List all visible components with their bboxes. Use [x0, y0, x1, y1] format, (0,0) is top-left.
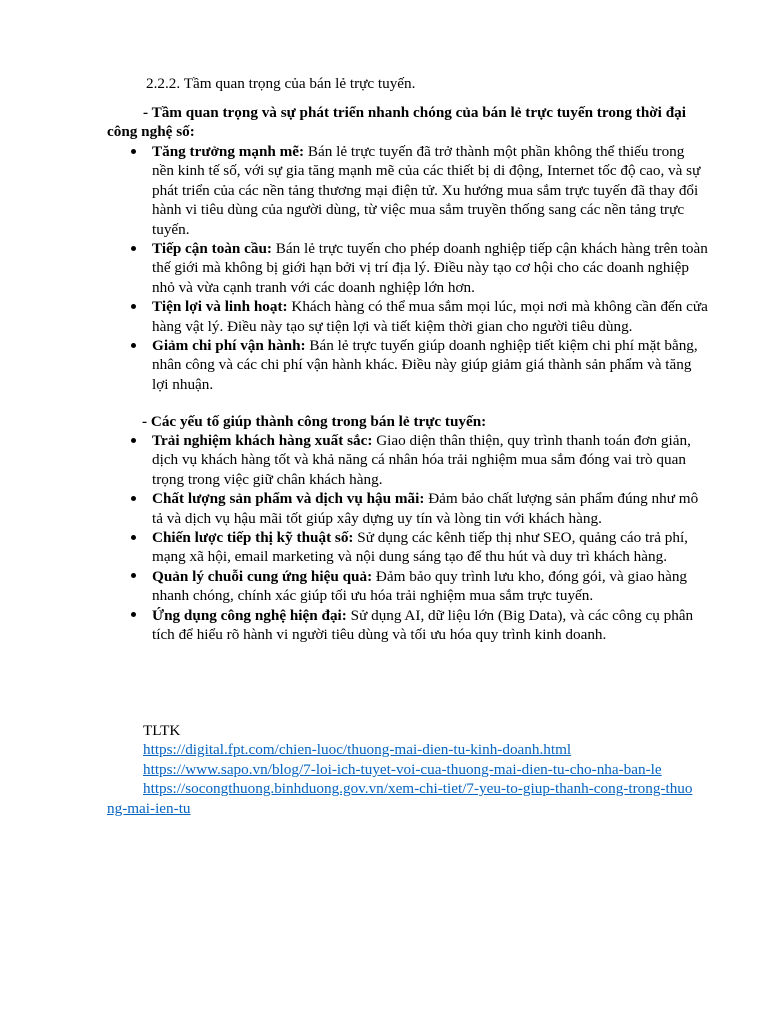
bullet-icon [128, 567, 138, 586]
bullet-icon [128, 297, 138, 316]
list-item [152, 297, 708, 336]
section-heading: 2.2.2. Tầm quan trọng của bán lẻ trực tuyến. [146, 75, 416, 92]
list-item [152, 567, 708, 606]
references-label: TLTK [143, 722, 181, 739]
item-term: Tăng trưởng mạnh mẽ: [152, 143, 305, 160]
list-item [152, 431, 708, 489]
reference-link-sapo[interactable]: https://www.sapo.vn/blog/7-loi-ich-tuyet-voi-cua-thuong-mai-dien-tu-cho-nha-ban-le [143, 760, 662, 778]
bullet-icon [128, 489, 138, 508]
item-term: Chiến lược tiếp thị kỹ thuật số: [152, 529, 354, 547]
item-term: Chất lượng sản phẩm và dịch vụ hậu mãi: [152, 490, 425, 508]
item-text: Đảm bảo chất lượng sản phẩm đúng như mô tả và dịch vụ hậu mãi tốt giúp xây dựng uy tín và lòng tin với khách hàng. [152, 490, 699, 527]
item-term: Ứng dụng công nghệ hiện đại: [152, 606, 347, 624]
reference-link-fpt[interactable]: https://digital.fpt.com/chien-luoc/thuong-mai-dien-tu-kinh-doanh.html [143, 741, 572, 759]
importance-subheading: - Tầm quan trọng và sự phát triển nhanh chóng của bán lẻ trực tuyến trong thời đại công nghệ số: [107, 104, 686, 141]
bullet-icon [128, 528, 138, 547]
references-block [107, 721, 697, 818]
list-item [152, 336, 708, 394]
bullet-icon [128, 431, 138, 450]
success-factors-subheading: - Các yếu tố giúp thành công trong bán lẻ trực tuyến: [142, 413, 487, 430]
item-text: Khách hàng có thể mua sắm mọi lúc, mọi nơi mà không cần đến cửa hàng vật lý. Điều này tạo sự tiện lợi và tiết kiệm thời gian cho người tiêu dùng. [152, 298, 708, 335]
item-text: Bán lẻ trực tuyến đã trở thành một phần không thể thiếu trong nền kinh tế số, với sự gia tăng mạnh mẽ của các thiết bị di động, Internet tốc độ cao, và sự phát triển của các nền tảng thương mại điện tử. Xu hướng mua sắm trực tuyến đã thay đổi hành vi tiêu dùng của người dùng, từ việc mua sắm truyền thống sang các nền tảng trực tuyến. [152, 143, 701, 238]
item-text: Sử dụng AI, dữ liệu lớn (Big Data), và các công cụ phân tích để hiểu rõ hành vi người tiêu dùng và tối ưu hóa quy trình kinh doanh. [152, 606, 694, 644]
list-item [152, 142, 708, 239]
bullet-icon [128, 142, 138, 161]
list-item [152, 606, 708, 645]
item-term: Tiện lợi và linh hoạt: [152, 298, 288, 316]
item-term: Giảm chi phí vận hành: [152, 337, 306, 355]
list-item [152, 239, 708, 297]
item-text: Sử dụng các kênh tiếp thị như SEO, quảng cáo trả phí, mạng xã hội, email marketing và nội dung sáng tạo để thu hút và duy trì khách hàng. [152, 529, 688, 566]
bullet-icon [128, 606, 138, 625]
item-term: Quản lý chuỗi cung ứng hiệu quả: [152, 567, 373, 585]
importance-list [152, 142, 708, 394]
list-item [152, 528, 708, 567]
item-term: Tiếp cận toàn cầu: [152, 240, 272, 258]
item-text: Bán lẻ trực tuyến cho phép doanh nghiệp tiếp cận khách hàng trên toàn thế giới mà không bị giới hạn bởi vị trí địa lý. Điều này tạo cơ hội cho các doanh nghiệp nhỏ và vừa cạnh tranh với các doanh nghiệp lớn hơn. [152, 240, 708, 296]
bullet-icon [128, 336, 138, 355]
item-text: Đảm bảo quy trình lưu kho, đóng gói, và giao hàng nhanh chóng, chính xác giúp tối ưu hóa trải nghiệm mua sắm trực tuyến. [152, 567, 688, 605]
success-factors-list [152, 431, 708, 644]
bullet-icon [128, 239, 138, 258]
item-text: Giao diện thân thiện, quy trình thanh toán đơn giản, dịch vụ khách hàng tốt và khả năng cá nhân hóa trải nghiệm mua sắm đóng vai trò quan trọng trong việc giữ chân khách hàng. [152, 432, 691, 488]
reference-link-socongthuong[interactable]: https://socongthuong.binhduong.gov.vn/xem-chi-tiet/7-yeu-to-giup-thanh-cong-trong-thuong-mai-ien-tu [107, 780, 693, 817]
item-term: Trải nghiệm khách hàng xuất sắc: [152, 432, 373, 449]
list-item [152, 489, 708, 528]
item-text: Bán lẻ trực tuyến giúp doanh nghiệp tiết kiệm chi phí mặt bằng, nhân công và các chi phí vận hành khác. Điều này giúp giảm giá thành sản phẩm và tăng lợi nhuận. [152, 337, 698, 393]
